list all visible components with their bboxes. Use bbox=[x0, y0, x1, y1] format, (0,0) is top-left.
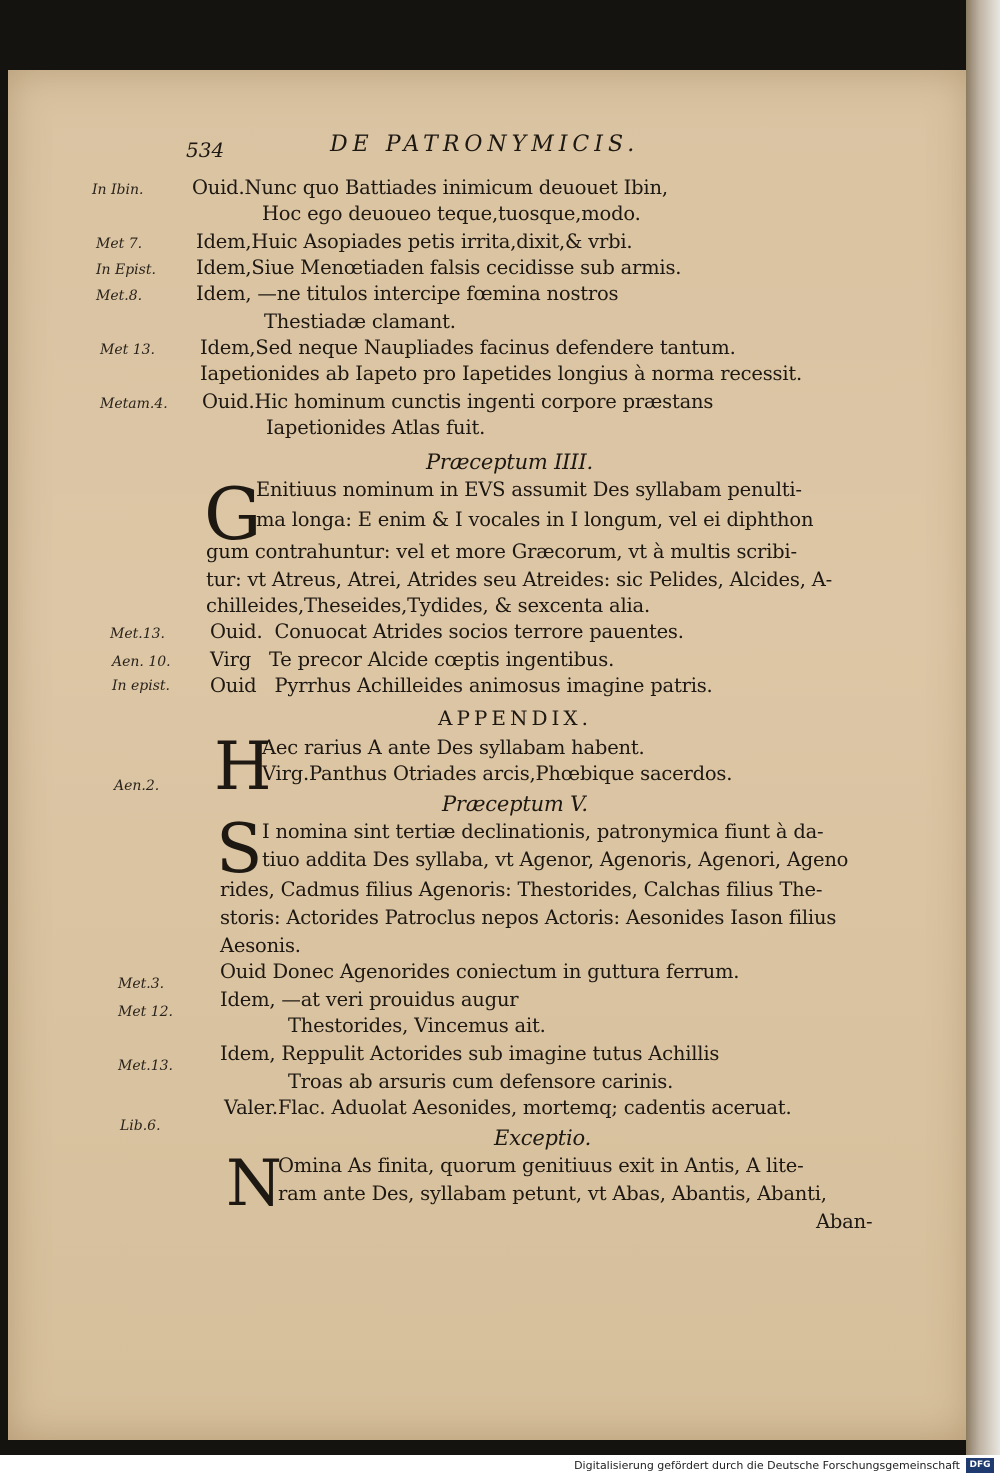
margin-note: In epist. bbox=[112, 678, 170, 694]
text-line: tur: vt Atreus, Atrei, Atrides seu Atreides: sic Pelides, Alcides, A- bbox=[206, 568, 832, 591]
dfg-logo: DFG bbox=[966, 1458, 994, 1473]
text-line: Ouid Donec Agenorides coniectum in guttura ferrum. bbox=[220, 960, 740, 983]
section-heading: Præceptum V. bbox=[442, 792, 588, 816]
text-line: Idem,Siue Menœtiaden falsis cecidisse sub armis. bbox=[196, 256, 682, 279]
margin-note: Aen.2. bbox=[114, 778, 160, 794]
text-line: gum contrahuntur: vel et more Græcorum, vt à multis scribi- bbox=[206, 540, 797, 563]
text-line: chilleides,Theseides,Tydides, & sexcenta alia. bbox=[206, 594, 650, 617]
text-line: storis: Actorides Patroclus nepos Actoris: Aesonides Iason filius bbox=[220, 906, 837, 929]
text-line: Thestiadæ clamant. bbox=[264, 310, 456, 333]
text-line: rides, Cadmus filius Agenoris: Thestorides, Calchas filius The- bbox=[220, 878, 823, 901]
text-line: Enitiuus nominum in EVS assumit Des syllabam penulti- bbox=[256, 478, 802, 501]
text-line: Iapetionides Atlas fuit. bbox=[266, 416, 486, 439]
text-line: Omina As finita, quorum genitiuus exit in Antis, A lite- bbox=[278, 1154, 804, 1177]
margin-note: Aen. 10. bbox=[112, 654, 171, 670]
margin-note: Met.8. bbox=[96, 288, 143, 304]
page-number: 534 bbox=[186, 138, 225, 162]
section-heading: Exceptio. bbox=[494, 1126, 592, 1150]
margin-note: Lib.6. bbox=[120, 1118, 161, 1134]
section-heading: Præceptum IIII. bbox=[426, 450, 593, 474]
text-line: Idem, —at veri prouidus augur bbox=[220, 988, 519, 1011]
drop-cap: N bbox=[226, 1147, 282, 1221]
margin-note: Met.13. bbox=[110, 626, 165, 642]
catchword: Aban- bbox=[816, 1210, 873, 1233]
text-line: Hoc ego deuoueo teque,tuosque,modo. bbox=[262, 202, 641, 225]
drop-cap: G bbox=[204, 472, 262, 556]
text-line: Aesonis. bbox=[220, 934, 301, 957]
running-title: DE PATRONYMICIS. bbox=[330, 132, 640, 157]
margin-note: In Ibin. bbox=[92, 182, 144, 198]
text-line: I nomina sint tertiæ declinationis, patronymica fiunt à da- bbox=[262, 820, 824, 843]
text-line: Iapetionides ab Iapeto pro Iapetides longius à norma recessit. bbox=[200, 362, 803, 385]
drop-cap: S bbox=[216, 810, 263, 889]
text-line: Virg.Panthus Otriades arcis,Phœbique sacerdos. bbox=[262, 762, 733, 785]
margin-note: In Epist. bbox=[96, 262, 156, 278]
margin-note: Met 12. bbox=[118, 1004, 173, 1020]
text-line: ram ante Des, syllabam petunt, vt Abas, Abantis, Abanti, bbox=[278, 1182, 827, 1205]
margin-note: Met 7. bbox=[96, 236, 143, 252]
margin-note: Metam.4. bbox=[100, 396, 168, 412]
text-line: Thestorides, Vincemus ait. bbox=[288, 1014, 546, 1037]
text-line: Ouid. Conuocat Atrides socios terrore pauentes. bbox=[210, 620, 684, 643]
text-line: Idem,Huic Asopiades petis irrita,dixit,& vrbi. bbox=[196, 230, 633, 253]
text-line: Idem, —ne titulos intercipe fœmina nostros bbox=[196, 282, 619, 305]
text-line: Idem, Reppulit Actorides sub imagine tutus Achillis bbox=[220, 1042, 720, 1065]
margin-note: Met.3. bbox=[118, 976, 165, 992]
text-line: Ouid.Nunc quo Battiades inimicum deuouet Ibin, bbox=[192, 176, 668, 199]
page-edge bbox=[966, 0, 1000, 1455]
margin-note: Met.13. bbox=[118, 1058, 173, 1074]
text-line: ma longa: E enim & I vocales in I longum, vel ei diphthon bbox=[256, 508, 814, 531]
text-line: tiuo addita Des syllaba, vt Agenor, Agenoris, Agenori, Ageno bbox=[262, 848, 849, 871]
text-line: Idem,Sed neque Naupliades facinus defendere tantum. bbox=[200, 336, 736, 359]
margin-note: Met 13. bbox=[100, 342, 155, 358]
text-line: Aec rarius A ante Des syllabam habent. bbox=[262, 736, 645, 759]
section-heading: APPENDIX. bbox=[438, 706, 592, 730]
text-line: Ouid Pyrrhus Achilleides animosus imagine patris. bbox=[210, 674, 713, 697]
text-line: Ouid.Hic hominum cunctis ingenti corpore præstans bbox=[202, 390, 714, 413]
drop-cap: H bbox=[214, 728, 272, 805]
text-line: Troas ab arsuris cum defensore carinis. bbox=[288, 1070, 674, 1093]
text-line: Virg Te precor Alcide cœptis ingentibus. bbox=[210, 648, 615, 671]
footer-credit: Digitalisierung gefördert durch die Deutsche Forschungsgemeinschaft bbox=[574, 1459, 960, 1472]
text-line: Valer.Flac. Aduolat Aesonides, mortemq; cadentis aceruat. bbox=[224, 1096, 792, 1119]
